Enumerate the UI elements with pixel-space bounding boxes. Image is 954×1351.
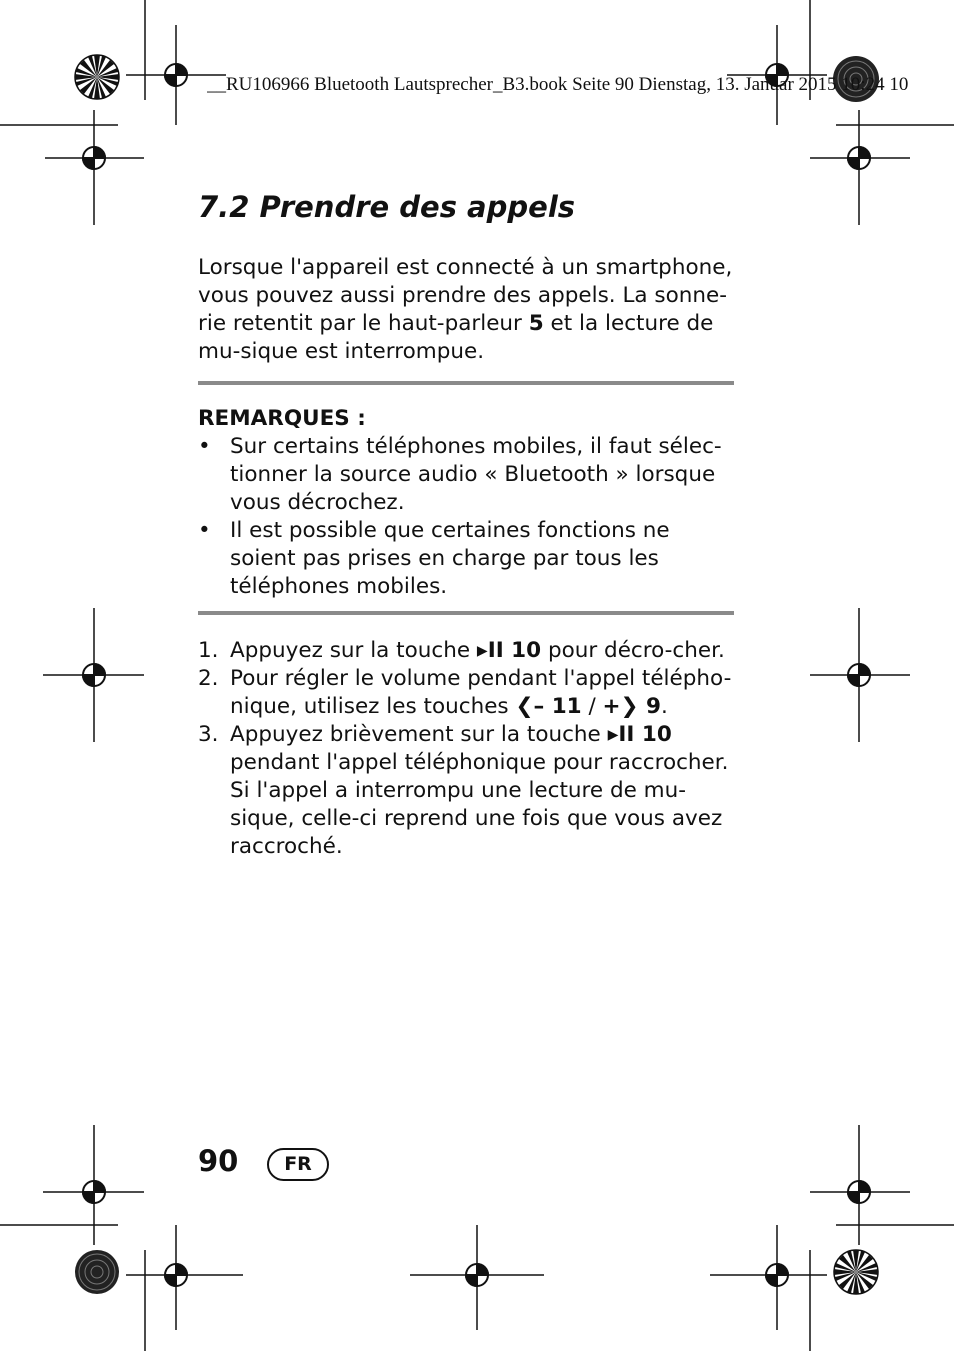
step-item xyxy=(198,665,734,721)
step-item xyxy=(198,637,734,665)
note-text: Il est possible que certaines fonctions ne soient pas prises en charge par tous les téléphones mobiles. xyxy=(230,518,670,599)
note-item xyxy=(198,433,734,517)
intro-text-end: et la lecture de mu-sique est interrompue. xyxy=(198,311,714,364)
notes-box xyxy=(198,385,734,611)
step-text: Appuyez brièvement sur la touche xyxy=(230,722,608,747)
step-item xyxy=(198,721,734,861)
language-badge: FR xyxy=(267,1148,329,1181)
bullet-icon: • xyxy=(198,518,211,543)
step-text: Pour régler le volume pendant l'appel télépho-nique, utilisez les touches xyxy=(230,666,732,719)
step-text-end: pour décro-cher. xyxy=(541,638,725,663)
intro-text-start: Lorsque l'appareil est connecté à un smartphone, vous pouvez aussi prendre des appels. La sonne-rie retentit par le haut-parleur xyxy=(198,255,733,336)
section-heading: 7.2 Prendre des appels xyxy=(198,190,576,224)
notes-bottom-divider xyxy=(198,611,734,615)
print-slug-line: __RU106966 Bluetooth Lautsprecher_B3.book Seite 90 Dienstag, 13. Januar 2015 10:24 10 xyxy=(207,74,909,95)
step-text-end: . xyxy=(661,694,668,719)
speaker-reference: 5 xyxy=(528,311,544,336)
volume-up-key-label: +❯ 9 xyxy=(602,694,662,719)
note-text: Sur certains téléphones mobiles, il faut sélec-tionner la source audio « Bluetooth » lorsque vous décrochez. xyxy=(230,434,722,515)
notes-title: REMARQUES : xyxy=(198,406,366,431)
note-item xyxy=(198,517,734,601)
bullet-icon: • xyxy=(198,434,211,459)
step-number: 2. xyxy=(198,666,219,691)
page-number: 90 xyxy=(198,1144,239,1178)
play-pause-key-label: ▸II 10 xyxy=(476,638,542,663)
step-text: Appuyez sur la touche xyxy=(230,638,477,663)
intro-paragraph xyxy=(198,254,734,366)
step-text-end: pendant l'appel téléphonique pour raccrocher. Si l'appel a interrompu une lecture de mu-sique, celle-ci reprend une fois que vous avez raccroché. xyxy=(230,750,729,859)
step-number: 1. xyxy=(198,638,219,663)
steps-list xyxy=(198,637,734,861)
volume-down-key-label: ❮– 11 xyxy=(515,694,582,719)
notes-list xyxy=(198,433,734,601)
step-number: 3. xyxy=(198,722,219,747)
step-separator: / xyxy=(581,694,603,719)
play-pause-key-label: ▸II 10 xyxy=(607,722,672,747)
main-content xyxy=(198,190,734,861)
